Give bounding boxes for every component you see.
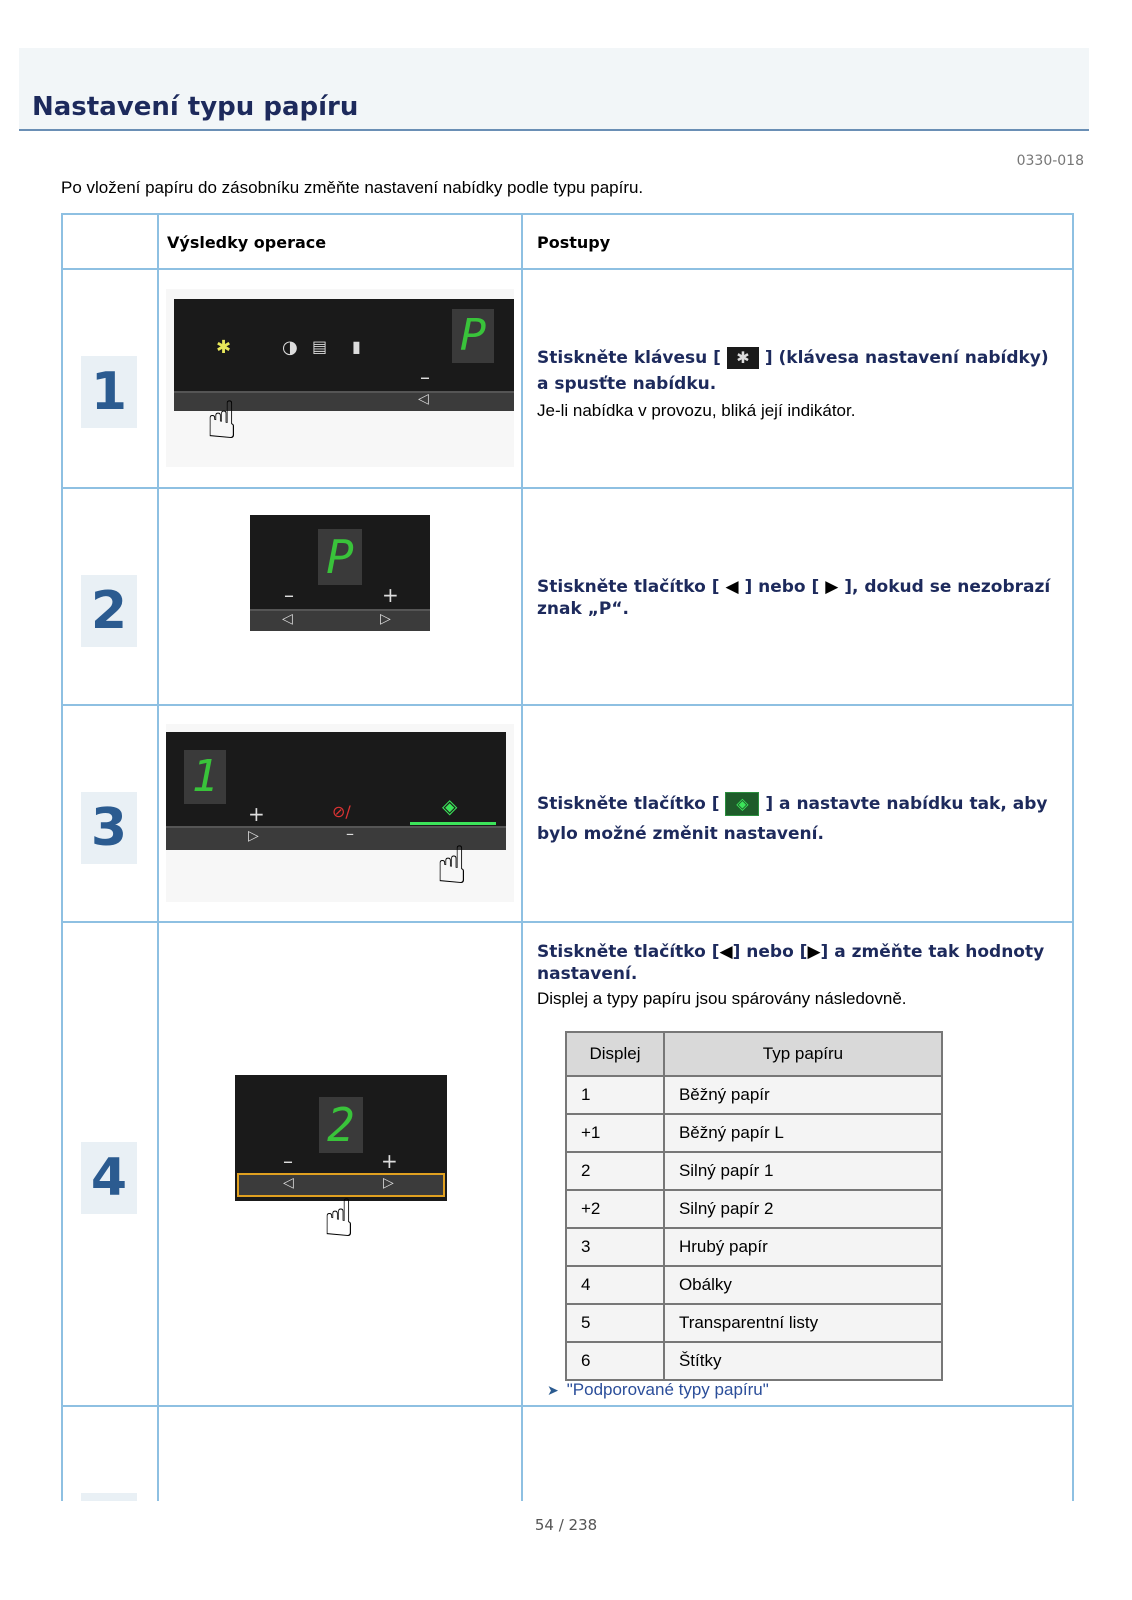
- minus-label: –: [284, 583, 294, 607]
- paper-type-cell: Běžný papír: [664, 1076, 942, 1114]
- left-triangle-icon: ◀: [725, 577, 739, 597]
- step-4-instruction: Stiskněte tlačítko [◀] nebo [▶] a změňte tak hodnoty nastavení.: [537, 942, 1045, 984]
- table-border-right: [1072, 213, 1074, 1501]
- plus-label: +: [248, 802, 265, 826]
- paper-type-cell: Štítky: [664, 1342, 942, 1380]
- density-icon: ◑: [282, 337, 298, 358]
- segment-display: 2: [319, 1097, 363, 1153]
- step-1-note: Je-li nabídka v provozu, bliká její indikátor.: [537, 401, 856, 420]
- display-cell: 5: [566, 1304, 664, 1342]
- segment-display: 1: [184, 750, 226, 804]
- table-row: [566, 1076, 942, 1114]
- column-header: Displej: [566, 1032, 664, 1076]
- display-cell: 1: [566, 1076, 664, 1114]
- row-divider-1: [61, 487, 1074, 489]
- step-number: 3: [81, 792, 137, 864]
- paper-type-cell: Silný papír 1: [664, 1152, 942, 1190]
- right-arrow-key: ▷: [248, 828, 259, 844]
- segment-display: P: [452, 309, 494, 363]
- right-arrow-key: ▷: [383, 1175, 394, 1191]
- minus-label: –: [420, 365, 430, 389]
- paper-type-cell: Obálky: [664, 1266, 942, 1304]
- step-number-partial: [81, 1493, 137, 1501]
- supported-paper-types-link[interactable]: ➤ "Podporované typy papíru": [547, 1380, 769, 1399]
- step-2-figure: [250, 515, 430, 685]
- table-border-left: [61, 213, 63, 1501]
- minus-label: –: [283, 1149, 293, 1173]
- step-4-note: Displej a typy papíru jsou spárovány následovně.: [537, 989, 907, 1008]
- column-header-procedures: Postupy: [537, 233, 611, 252]
- table-header-row: [566, 1032, 942, 1076]
- pointing-hand-icon: ☝: [436, 836, 468, 896]
- table-row: [566, 1266, 942, 1304]
- control-panel: [166, 732, 506, 848]
- chevron-right-icon: ➤: [547, 1382, 559, 1398]
- step-2-instruction: Stiskněte tlačítko [ ◀ ] nebo [ ▶ ], dokud se nezobrazí znak „P“.: [537, 577, 1051, 619]
- row-divider-3: [61, 921, 1074, 923]
- step-3-procedure: [537, 789, 1057, 849]
- step-4-procedure: [537, 941, 1057, 1009]
- paper-type-cell: Běžný papír L: [664, 1114, 942, 1152]
- plus-label: +: [381, 1149, 398, 1173]
- step-number: 4: [81, 1142, 137, 1214]
- display-cell: +2: [566, 1190, 664, 1228]
- left-triangle-icon: ◀: [719, 942, 733, 962]
- step-number: 1: [81, 356, 137, 428]
- table-divider-number: [157, 213, 159, 1501]
- display-cell: 2: [566, 1152, 664, 1190]
- start-diamond-icon: ◈: [725, 792, 759, 816]
- step-3-figure: [166, 724, 514, 902]
- panel-button-bar: [250, 609, 430, 631]
- paper-type-icon: ▤: [312, 337, 328, 356]
- paper-type-cell: Hrubý papír: [664, 1228, 942, 1266]
- step-1-procedure: [537, 345, 1057, 421]
- minus-label: –: [346, 824, 354, 843]
- plus-label: +: [382, 583, 399, 607]
- menu-setting-icon: ✱: [216, 337, 232, 358]
- column-header: Typ papíru: [664, 1032, 942, 1076]
- menu-setting-icon: ✱: [727, 347, 759, 369]
- paper-type-table: [565, 1031, 943, 1381]
- stop-reset-icon: ⊘/: [332, 802, 351, 821]
- paper-type-cell: Transparentní listy: [664, 1304, 942, 1342]
- start-indicator: [410, 822, 496, 825]
- step-3-instruction: Stiskněte tlačítko [ ◈ ] a nastavte nabídku tak, aby bylo možné změnit nastavení.: [537, 794, 1048, 844]
- right-triangle-icon: ▶: [807, 942, 821, 962]
- intro-text: Po vložení papíru do zásobníku změňte nastavení nabídky podle typu papíru.: [61, 178, 644, 197]
- page-title: Nastavení typu papíru: [32, 92, 359, 122]
- control-panel: [235, 1075, 447, 1201]
- row-divider-2: [61, 704, 1074, 706]
- display-cell: 3: [566, 1228, 664, 1266]
- pointing-hand-icon: ☝: [206, 391, 238, 451]
- step-4-figure: [235, 1075, 447, 1253]
- steps-table: [61, 213, 1074, 1501]
- segment-display: P: [318, 529, 362, 585]
- step-1-figure: [166, 289, 514, 467]
- column-header-results: Výsledky operace: [167, 233, 327, 252]
- page-number: 54 / 238: [534, 1516, 598, 1534]
- tray-icon: ▮: [352, 337, 361, 356]
- row-divider-4: [61, 1405, 1074, 1407]
- left-arrow-key: ◁: [283, 1175, 294, 1191]
- start-diamond-icon: ◈: [442, 794, 458, 818]
- left-arrow-key: ◁: [282, 611, 293, 627]
- table-row: [566, 1190, 942, 1228]
- table-border-top: [61, 213, 1074, 215]
- display-cell: +1: [566, 1114, 664, 1152]
- right-triangle-icon: ▶: [825, 577, 839, 597]
- table-row: [566, 1114, 942, 1152]
- table-row: [566, 1228, 942, 1266]
- step-1-instruction: Stiskněte klávesu [ ✱ ] (klávesa nastavení nabídky) a spusťte nabídku.: [537, 348, 1049, 394]
- table-row: [566, 1304, 942, 1342]
- step-2-procedure: [537, 576, 1057, 620]
- control-panel: [250, 515, 430, 629]
- table-row: [566, 1152, 942, 1190]
- table-row: [566, 1342, 942, 1380]
- step-number: 2: [81, 575, 137, 647]
- paper-type-cell: Silný papír 2: [664, 1190, 942, 1228]
- display-cell: 4: [566, 1266, 664, 1304]
- header-band: [19, 48, 1089, 131]
- left-arrow-key: ◁: [418, 391, 429, 407]
- display-cell: 6: [566, 1342, 664, 1380]
- right-arrow-key: ▷: [380, 611, 391, 627]
- document-code: 0330-018: [1016, 153, 1084, 169]
- pointing-hand-icon: ☝: [323, 1189, 355, 1249]
- table-header-divider: [61, 268, 1074, 270]
- table-divider-procedure: [521, 213, 523, 1501]
